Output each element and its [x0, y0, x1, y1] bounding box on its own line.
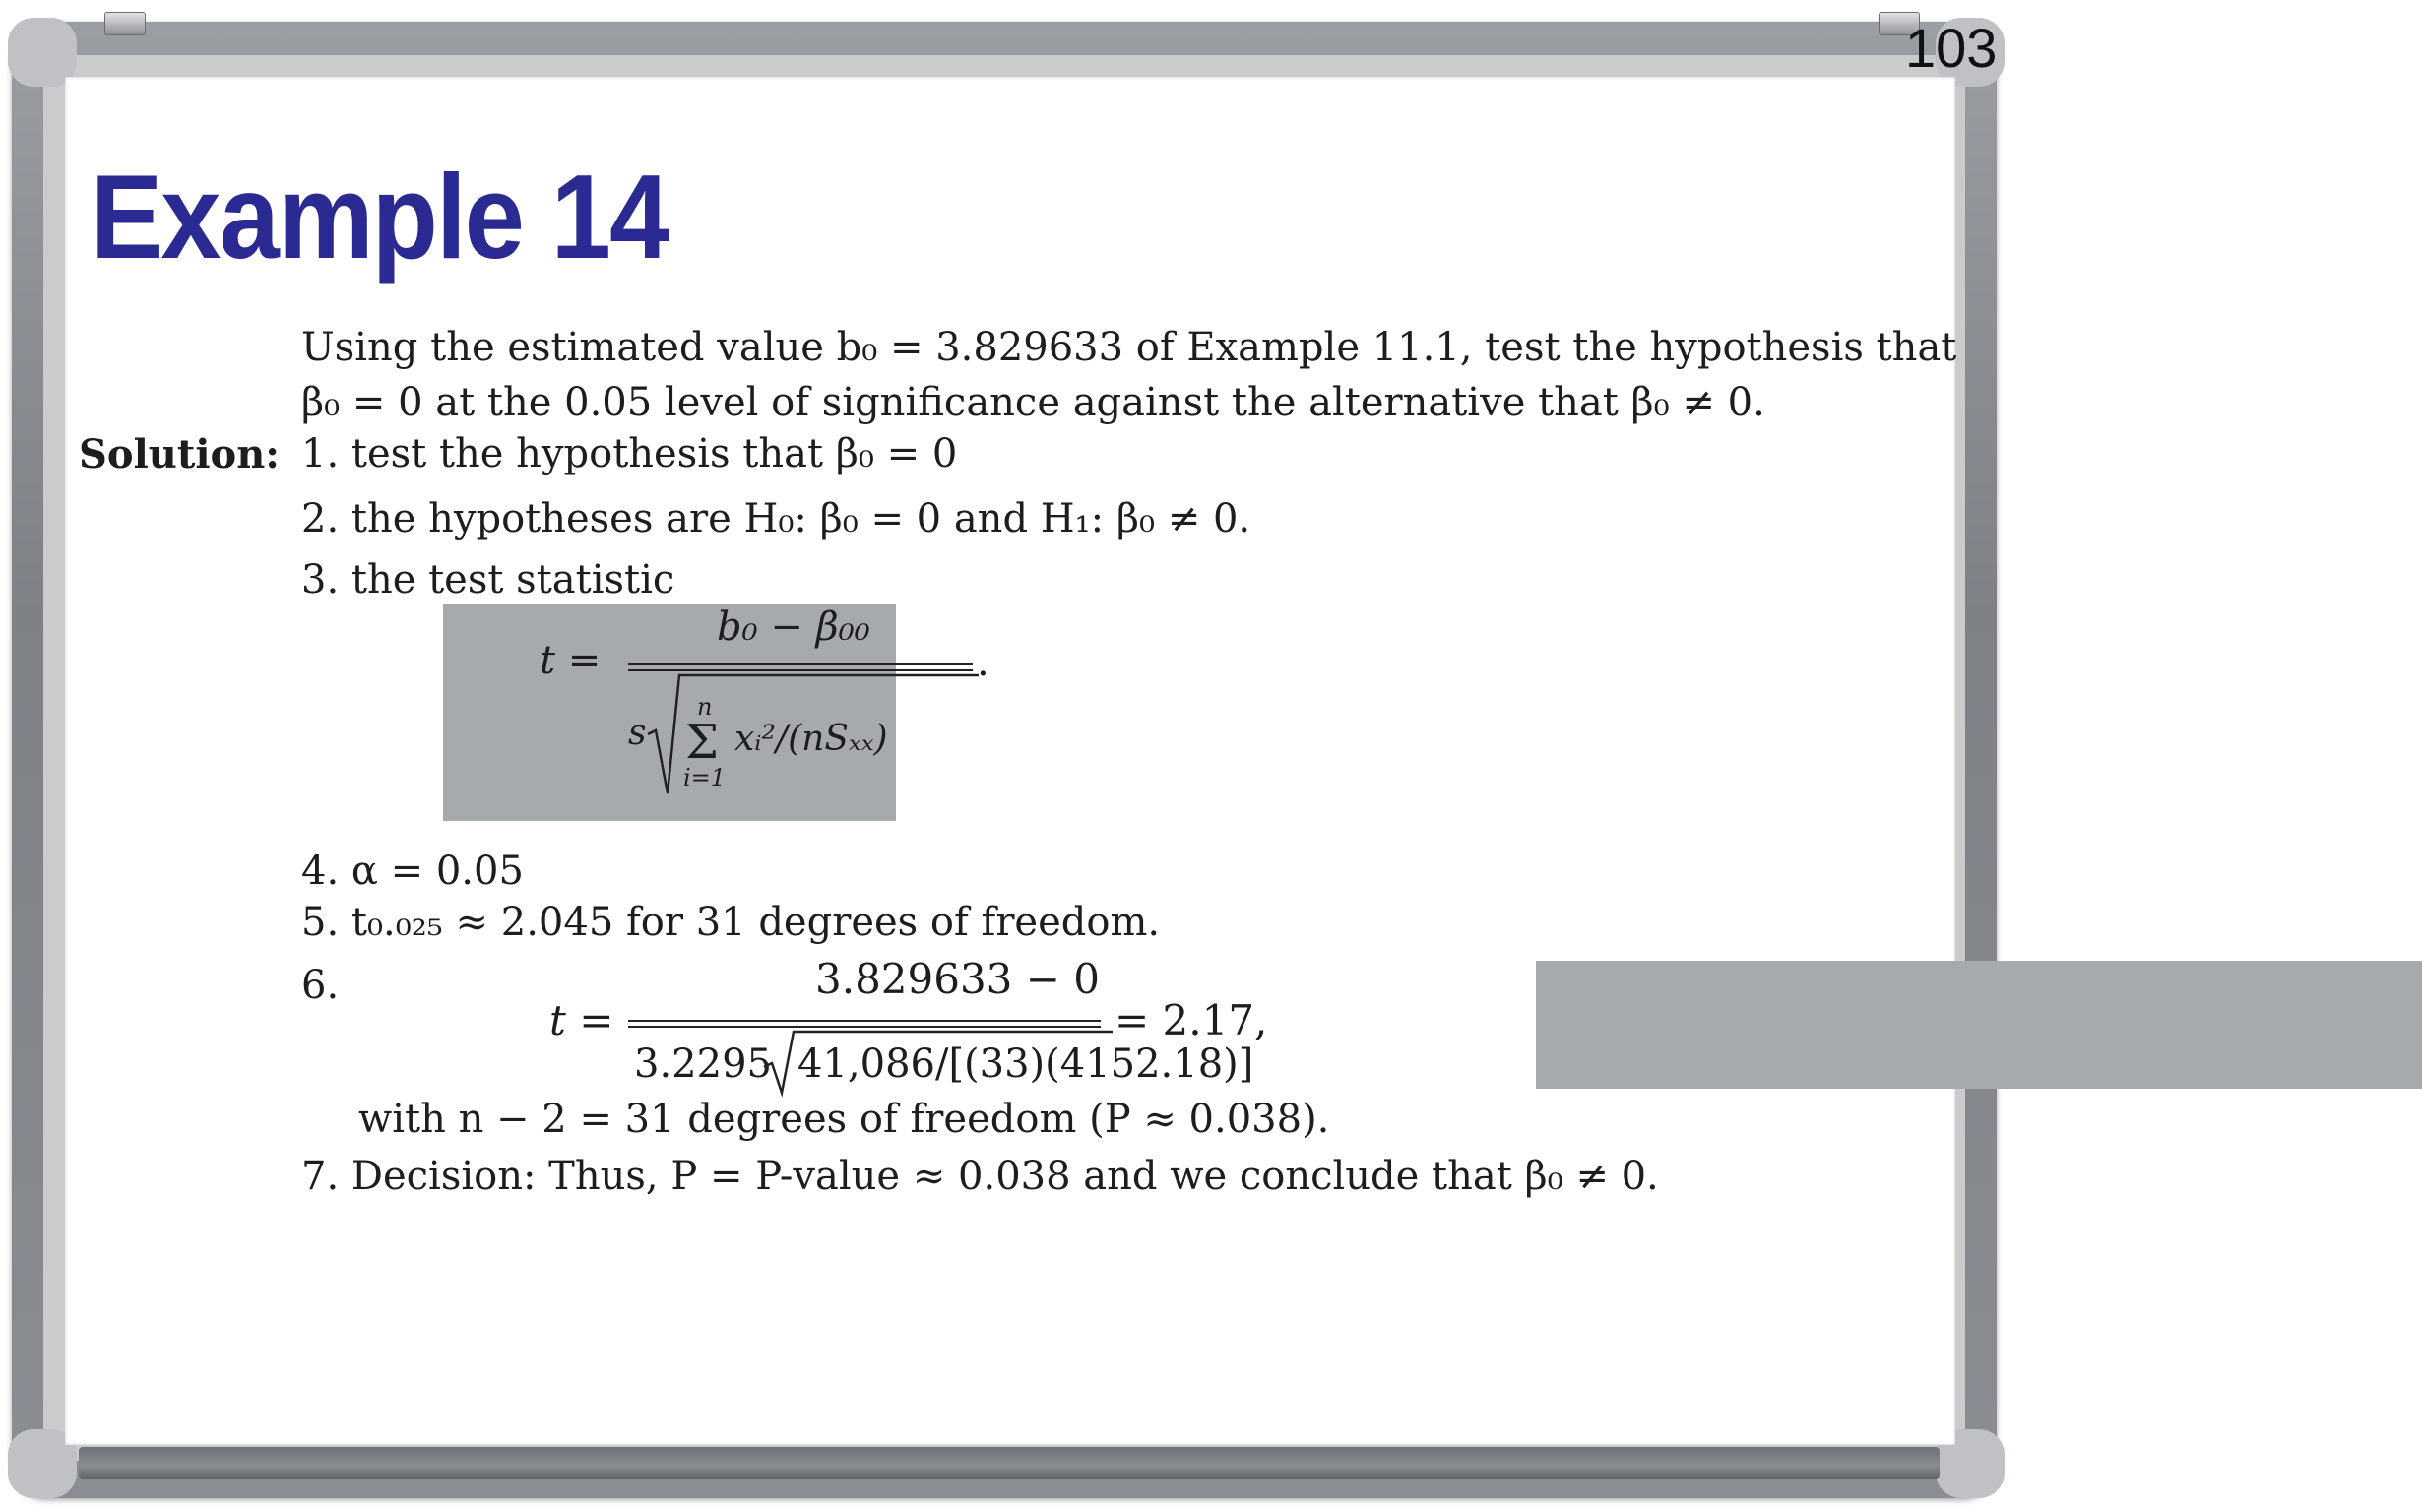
solution-step-6: 6. — [301, 963, 340, 1008]
computed-t-formula — [549, 955, 1435, 1089]
sum-lower-limit: i=1 — [683, 764, 727, 791]
formula-result: = 2.17, — [1115, 996, 1268, 1044]
test-statistic-formula — [540, 604, 992, 821]
problem-line-1: Using the estimated value b₀ = 3.829633 of Example 11.1, test the hypothesis that — [301, 325, 1957, 370]
radicand: 41,086/[(33)(4152.18)] — [797, 1041, 1254, 1087]
solution-step-4: 4. α = 0.05 — [301, 849, 524, 894]
summand: xᵢ²/(nSₓₓ) — [734, 719, 888, 759]
radical-overline — [628, 669, 973, 671]
formula-denominator — [624, 675, 979, 823]
formula-lhs: t = — [540, 638, 602, 683]
solution-step-2: 2. the hypotheses are H₀: β₀ = 0 and H₁: β₀ ≠ 0. — [301, 496, 1251, 541]
formula-numerator: b₀ − β₀₀ — [717, 604, 870, 650]
marker-tray — [79, 1447, 1940, 1479]
solution-label-text: Solution — [79, 431, 266, 477]
slide-title: Example 14 — [91, 150, 669, 284]
formula-numerator: 3.829633 − 0 — [815, 955, 1101, 1003]
formula-denominator — [632, 1028, 1254, 1097]
formula-period: . — [977, 640, 989, 685]
formula-lhs: t = — [549, 996, 614, 1044]
hanging-clip — [104, 12, 146, 35]
solution-step-6-followup: with n − 2 = 31 degrees of freedom (P ≈ 0.038). — [358, 1097, 1330, 1142]
denominator-coefficient: 3.2295 — [634, 1041, 772, 1087]
problem-line-2: β₀ = 0 at the 0.05 level of significance against the alternative that β₀ ≠ 0. — [301, 380, 1765, 425]
sum-symbol: Σ — [685, 715, 719, 770]
solution-step-3: 3. the test statistic — [301, 557, 675, 602]
sum-upper-limit: n — [697, 693, 713, 721]
solution-step-7: 7. Decision: Thus, P = P-value ≈ 0.038 and we conclude that β₀ ≠ 0. — [301, 1154, 1659, 1199]
fraction-bar — [628, 663, 973, 665]
page-number: 103 — [1905, 17, 1998, 79]
denominator-s: s — [628, 713, 647, 753]
solution-label: Solution: — [79, 431, 281, 477]
tray-bracket — [1536, 961, 2422, 1089]
fraction-bar — [628, 1020, 1101, 1022]
solution-step-5: 5. t₀.₀₂₅ ≈ 2.045 for 31 degrees of freedom. — [301, 900, 1161, 945]
solution-step-1: 1. test the hypothesis that β₀ = 0 — [301, 431, 958, 476]
